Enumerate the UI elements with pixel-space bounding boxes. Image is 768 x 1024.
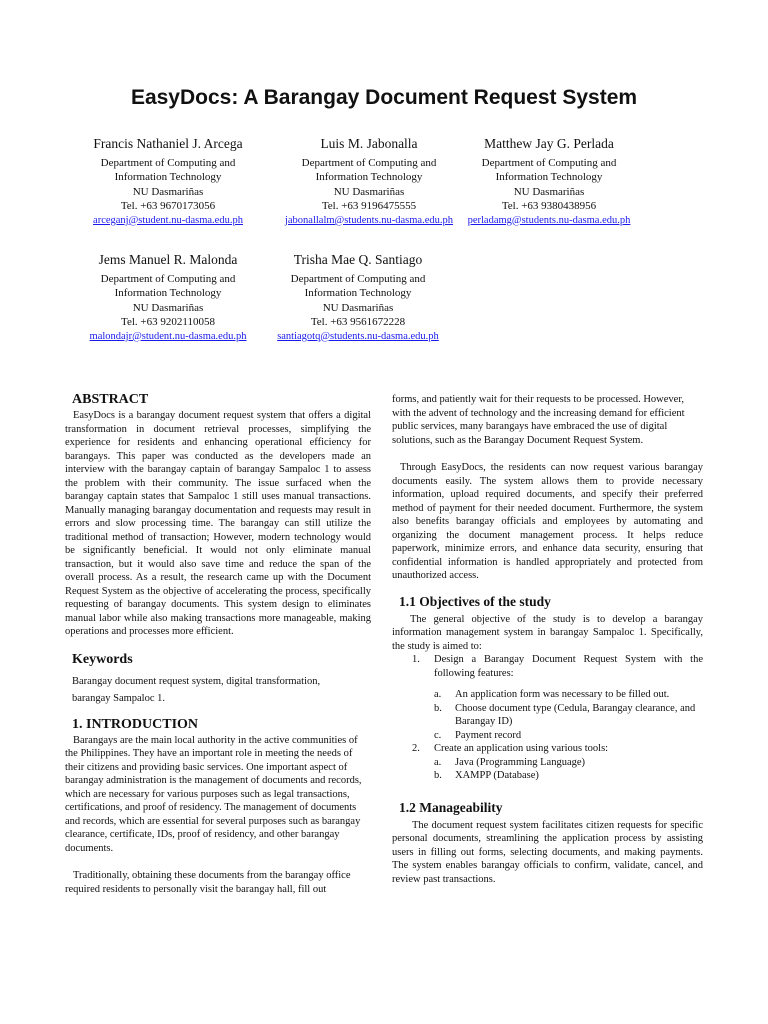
author-email-link[interactable]: santiagotq@students.nu-dasma.edu.ph — [277, 330, 439, 342]
list-item-text: An application form was necessary to be filled out. — [455, 689, 670, 700]
introduction-paragraph: Traditionally, obtaining these documents from the barangay office required residents to personally visit the barangay hall, fill out — [65, 870, 351, 895]
list-item-text: Java (Programming Language) — [455, 756, 586, 768]
list-item — [392, 688, 703, 702]
list-item — [392, 702, 703, 729]
author-email-link[interactable]: perladamg@students.nu-dasma.edu.ph — [467, 214, 631, 226]
author-phone: Tel. +63 9561672228 — [310, 316, 406, 329]
manageability-text: The document request system facilitates citizen requests for specific personal documents, streamlining the application process by assisting users in filling out forms, selecting documents, and making payments. The system enables barangay officials to confirm, validate, cancel, and review past transactions. — [392, 819, 703, 885]
objectives-heading: 1.1 Objectives of the study — [399, 593, 551, 609]
right-column — [392, 393, 703, 886]
author-school: NU Dasmariñas — [513, 185, 585, 198]
author-phone: Tel. +63 9196475555 — [321, 200, 417, 213]
author-department: Information Technology — [304, 287, 412, 300]
author-department: Information Technology — [114, 171, 222, 184]
keywords-text: Barangay document request system, digital transformation, barangay Sampaloc 1. — [72, 675, 321, 704]
list-item-text: Design a Barangay Document Request System with the following features: — [434, 654, 703, 679]
author-school: NU Dasmariñas — [132, 185, 204, 198]
manageability-heading: 1.2 Manageability — [399, 799, 503, 815]
list-item-text: Payment record — [455, 729, 522, 741]
author-department: Information Technology — [495, 171, 603, 184]
author-phone: Tel. +63 9202110058 — [121, 316, 215, 329]
list-item — [392, 769, 703, 783]
paper-title: EasyDocs: A Barangay Document Request System — [130, 86, 638, 109]
list-item-text: XAMPP (Database) — [455, 770, 539, 781]
introduction-heading: 1. INTRODUCTION — [72, 716, 199, 732]
author-name: Trisha Mae Q. Santiago — [293, 252, 423, 267]
list-letter: a. — [434, 756, 442, 768]
author-school: NU Dasmariñas — [132, 301, 204, 314]
author-block — [252, 250, 464, 344]
list-item-text: Create an application using various tools: — [434, 743, 609, 754]
list-item — [392, 653, 703, 680]
author-name: Luis M. Jabonalla — [320, 136, 418, 151]
list-number: 2. — [412, 743, 420, 754]
objectives-text: The general objective of the study is to develop a barangay information management system in barangay Sampaloc 1. Specifically, the study is aimed to: — [392, 613, 703, 652]
author-block — [442, 134, 656, 228]
author-phone: Tel. +63 9670173056 — [120, 200, 216, 213]
author-school: NU Dasmariñas — [322, 301, 394, 314]
author-email-link[interactable]: arceganj@student.nu-dasma.edu.ph — [93, 214, 243, 226]
list-letter: a. — [434, 689, 442, 700]
author-department: Department of Computing and — [290, 273, 426, 285]
author-name: Francis Nathaniel J. Arcega — [93, 136, 243, 151]
author-department: Information Technology — [114, 287, 222, 300]
author-email-link[interactable]: malondajr@student.nu-dasma.edu.ph — [89, 330, 247, 342]
abstract-text: EasyDocs is a barangay document request system that offers a digital transformation in document retrieval processes, simplifying the experience for residents and enhancing operational efficiency for barangays. This paper was conducted as the developers made an interview with the barangay captain of barangay Sampaloc 1 to assess the problem with their community. The issue surfaced when the barangay captain states that Sampaloc 1 still uses manual transactions. Manually managing barangay documentation and requests may result in errors and slow processing time. The barangay can still utilize the traditional method of transaction; However, modern technology would be significantly beneficial. It would not only eliminate manual transaction, but it would also save time and reduce the span of the overall process. As a result, the research came up with the Document Request System as the objective of accelerating the process, specifically requesting of barangay documents. This system design to eliminates manual labor while also making transactions more manageable, making operations and processes more efficient. — [65, 410, 371, 637]
author-department: Information Technology — [315, 171, 423, 184]
author-department: Department of Computing and — [100, 157, 236, 169]
introduction-paragraph: Barangays are the main local authority in the active communities of the Philippines. They have an important role in meeting the needs of their citizens and providing basic services. One important aspect of barangay administration is the management of documents and records, which are necessary for various purposes such as legal transactions, certifications, and proof of residency. The management of documents and records, which are essential for several purposes such as barangay clearance, certificate, IDs, proof of residency, and other barangay documents. — [65, 734, 362, 854]
introduction-paragraph: Through EasyDocs, the residents can now request various barangay documents easily. The system allows them to provide necessary information, upload required documents, and specify their preferred method of payment for their needed document. Furthermore, the system also benefits barangay officials and employees by automating and organizing the document management process. It helps reduce paperwork, minimize errors, and enhance data security, ensuring that confidential information is handled appropriately and protected from unauthorized access. — [392, 462, 703, 581]
author-name: Jems Manuel R. Malonda — [98, 252, 238, 267]
list-item — [392, 729, 703, 743]
author-department: Department of Computing and — [481, 157, 617, 169]
abstract-heading: ABSTRACT — [72, 392, 149, 407]
author-block — [62, 250, 274, 344]
list-item — [392, 756, 703, 770]
author-block — [62, 134, 274, 228]
author-name: Matthew Jay G. Perlada — [484, 136, 614, 151]
author-email-link[interactable]: jabonallalm@students.nu-dasma.edu.ph — [284, 214, 453, 226]
keywords-heading: Keywords — [72, 651, 133, 667]
list-number: 1. — [412, 654, 420, 665]
list-item — [392, 742, 703, 756]
list-item-text: Choose document type (Cedula, Barangay clearance, and Barangay ID) — [455, 702, 696, 727]
list-letter: c. — [434, 729, 442, 741]
author-department: Department of Computing and — [100, 273, 236, 285]
list-letter: b. — [434, 702, 442, 714]
author-department: Department of Computing and — [301, 157, 437, 169]
author-phone: Tel. +63 9380438956 — [501, 200, 597, 213]
list-letter: b. — [434, 770, 442, 781]
introduction-paragraph: forms, and patiently wait for their requests to be processed. However, with the advent of technology and the increasing demand for efficient public services, many barangays have embraced the use of digital solutions, such as the Barangay Document Request System. — [392, 394, 685, 446]
left-column — [65, 391, 371, 896]
objectives-list — [392, 653, 703, 783]
author-school: NU Dasmariñas — [333, 185, 405, 198]
